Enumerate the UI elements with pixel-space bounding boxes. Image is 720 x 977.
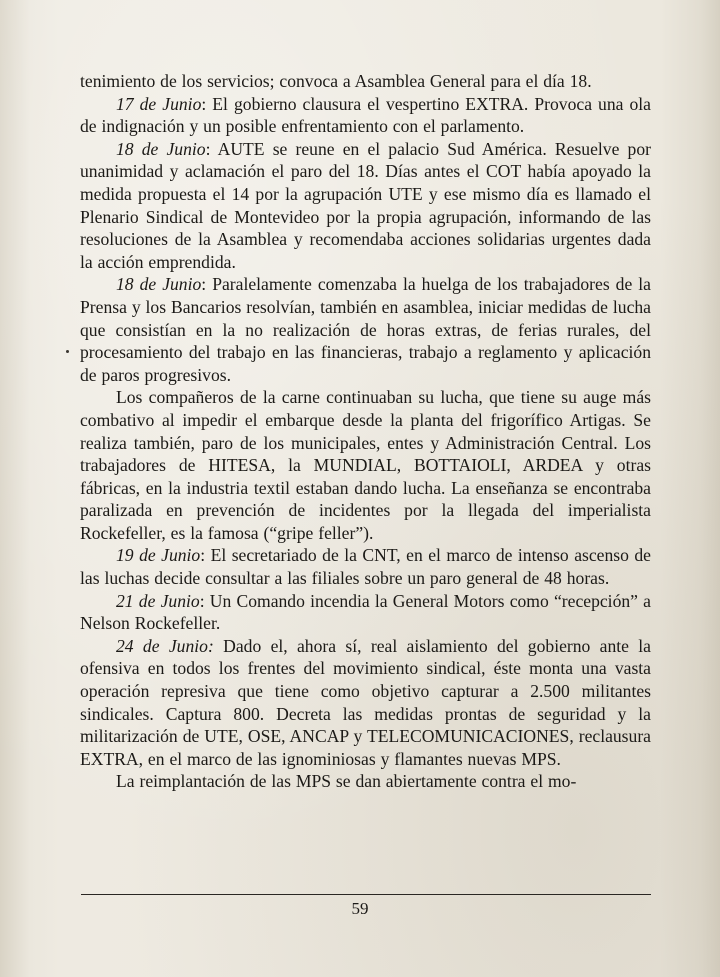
paragraph-6-date: 19 de Junio [116,545,201,566]
paragraph-3-date: 18 de Junio [116,138,206,159]
paragraph-4 [80,273,651,386]
paragraph-7 [80,590,651,635]
paragraph-2 [80,93,651,138]
paragraph-8-text: Dado el, ahora sí, real aislamiento del gobierno ante la ofensiva en todos los frentes del movimiento sindical, éste monta una vasta operación represiva que tiene como objetivo capturar a 2.500 militantes sindicales. Captura 800. Decreta las medidas prontas de seguridad y la militarización de UTE, OSE, ANCAP y TELECOMUNICACIONES, reclausura EXTRA, en el marco de las ignominiosas y flamantes nuevas MPS. [80,635,651,769]
paragraph-6-text: : El secretariado de la CNT, en el marco de intenso ascenso de las luchas decide consultar a las filiales sobre un paro general de 48 horas. [80,545,651,589]
page-number: 59 [351,899,369,918]
paragraph-4-text: : Paralelamente comenzaba la huelga de los trabajadores de la Prensa y los Bancarios resolvían, también en asamblea, iniciar medidas de lucha que consistían en la no realización de horas extras, de ferias rurales, del procesamiento del trabajo en las financieras, trabajo a reglamento y aplicación de paros progresivos. [80,274,651,385]
paragraph-5 [80,386,651,544]
paragraph-3 [80,138,651,274]
margin-mark [66,350,69,353]
footer-rule [81,894,651,895]
body-text [80,70,651,793]
paragraph-2-date: 17 de Junio [116,93,202,114]
paragraph-1-text: tenimiento de los servicios; convoca a Asamblea General para el día 18. [80,71,592,91]
paragraph-7-date: 21 de Junio [116,590,200,611]
paragraph-9-text: La reimplantación de las MPS se dan abiertamente contra el mo- [116,771,577,792]
paragraph-6 [80,544,651,589]
paragraph-3-text: : AUTE se reune en el palacio Sud América. Resuelve por unanimidad y aclamación el paro del 18. Días antes el COT había apoyado la medida propuesta el 14 por la agrupación UTE y ese mismo día es llamado el Plenario Sindical de Montevideo por la propia agrupación, informando de las resoluciones de la Asamblea y recomendaba acciones solidarias urgentes dada la acción emprendida. [80,138,651,272]
paragraph-5-text: Los compañeros de la carne continuaban su lucha, que tiene su auge más combativo al impedir el embarque desde la planta del frigorífico Artigas. Se realiza también, paro de los municipales, entes y Administración Central. Los trabajadores de HITESA, la MUNDIAL, BOTTAIOLI, ARDEA y otras fábricas, en la industria textil estaban dando lucha. La enseñanza se encontraba paralizada en prevención de incidentes por la llegada del imperialista Rockefeller, es la famosa (“gripe feller”). [80,387,651,543]
paragraph-4-date: 18 de Junio [116,274,202,295]
paragraph-8-date: 24 de Junio: [116,635,214,656]
paragraph-8 [80,635,651,771]
paragraph-1 [80,70,651,93]
paragraph-7-text: : Un Comando incendia la General Motors como “recepción” a Nelson Rockefeller. [80,590,651,634]
paragraph-2-text: : El gobierno clausura el vespertino EXTRA. Provoca una ola de indignación y un posible enfrentamiento con el parlamento. [80,93,651,137]
paragraph-9 [80,770,651,793]
